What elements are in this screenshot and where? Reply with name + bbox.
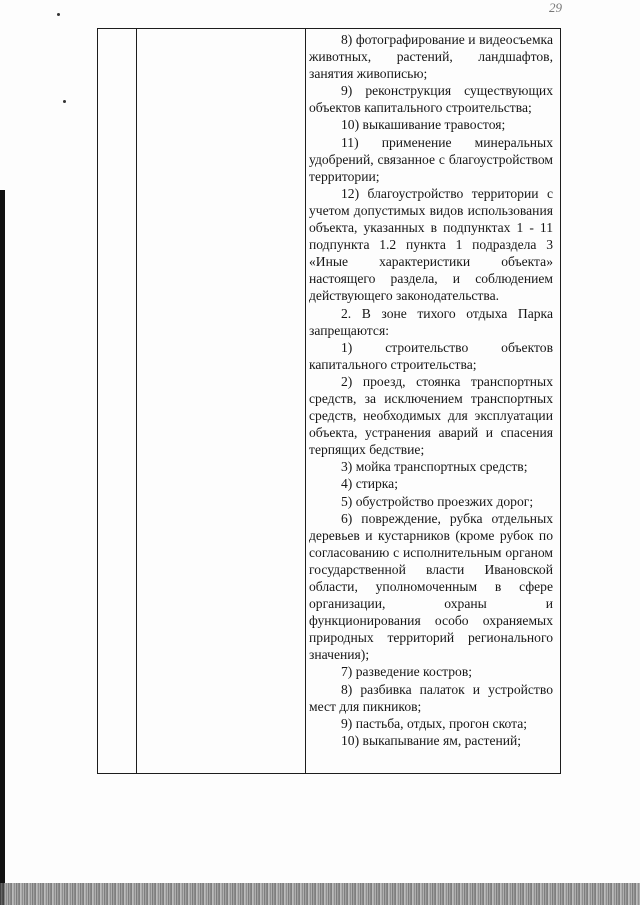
paragraph: 6) повреждение, рубка отдельных деревьев и кустарников (кроме рубок по согласованию с исполнительным органом государственной власти Ивановской области, уполномоченным в сфере организации, охраны и функционирования особо охраняемых природных территорий регионального значения); <box>309 510 553 663</box>
paragraph: 3) мойка транспортных средств; <box>341 459 528 475</box>
scan-edge-line <box>0 190 5 905</box>
paragraph: 5) обустройство проезжих дорог; <box>341 493 534 509</box>
paragraph: 7) разведение костров; <box>341 664 473 680</box>
table-text-column <box>309 31 553 749</box>
paragraph: 10) выкашивание травостоя; <box>341 117 506 133</box>
scan-speck <box>57 13 60 16</box>
paragraph: 9) реконструкция существующих объектов капитального строительства; <box>309 83 553 116</box>
table-column-divider <box>305 29 306 773</box>
paragraph: 8) фотографирование и видеосъемка животных, растений, ландшафтов, занятия живописью; <box>309 32 553 82</box>
page-number: 29 <box>549 0 562 15</box>
paragraph: 2) проезд, стоянка транспортных средств, за исключением транспортных средств, необходимых для эксплуатации объекта, устранения аварий и спасения терпящих бедствие; <box>309 373 553 458</box>
paragraph: 4) стирка; <box>341 476 398 492</box>
paragraph: 9) пастьба, отдых, прогон скота; <box>341 715 528 731</box>
scan-speck <box>63 100 66 103</box>
paragraph: 2. В зоне тихого отдыха Парка запрещаются: <box>309 305 553 338</box>
paragraph: 1) строительство объектов капитального строительства; <box>309 339 553 372</box>
scan-bottom-edge <box>0 883 640 905</box>
paragraph: 10) выкапывание ям, растений; <box>341 732 522 748</box>
paragraph: 11) применение минеральных удобрений, связанное с благоустройством территории; <box>309 134 553 184</box>
paragraph: 8) разбивка палаток и устройство мест для пикников; <box>309 681 553 714</box>
paragraph: 12) благоустройство территории с учетом допустимых видов использования объекта, указанных в подпунктах 1 - 11 подпункта 1.2 пункта 1 подраздела 3 «Иные характеристики объекта» настоящего раздела, и соблюдением действующего законодательства. <box>309 185 553 304</box>
table-column-divider <box>136 29 137 773</box>
